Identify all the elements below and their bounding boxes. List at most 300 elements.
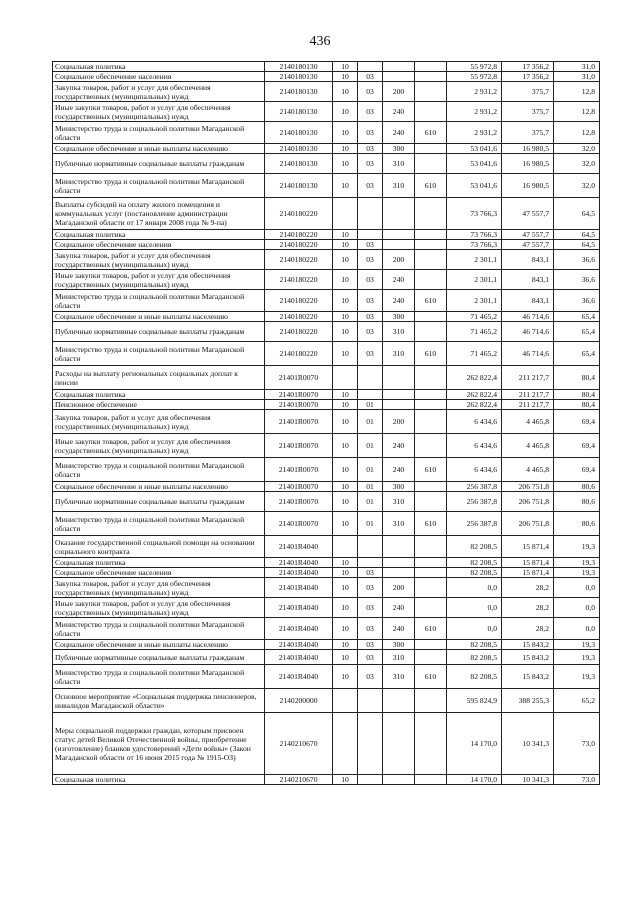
cell-expense-type: [383, 400, 415, 410]
cell-section: 10: [333, 598, 358, 618]
cell-actual-amount: 15 843,2: [502, 640, 554, 650]
table-row: [53, 72, 600, 82]
cell-target-code: 21401R0070: [265, 390, 333, 400]
cell-planned-amount: 14 170,0: [447, 713, 502, 775]
cell-actual-amount: 4 465,8: [502, 458, 554, 482]
cell-section: 10: [333, 62, 358, 72]
cell-target-code: 21401R4040: [265, 665, 333, 689]
cell-administrator: [415, 578, 447, 598]
cell-planned-amount: 262 822,4: [447, 400, 502, 410]
table-row: [53, 102, 600, 122]
table-row: [53, 230, 600, 240]
cell-administrator: [415, 270, 447, 290]
cell-section: 10: [333, 312, 358, 322]
cell-subsection: 03: [358, 312, 383, 322]
cell-execution-percent: 36,6: [554, 250, 600, 270]
cell-administrator: 610: [415, 174, 447, 198]
cell-section: 10: [333, 482, 358, 492]
cell-subsection: 03: [358, 322, 383, 342]
cell-target-code: 2140180130: [265, 154, 333, 174]
cell-section: 10: [333, 512, 358, 536]
cell-name: Социальная политика: [53, 558, 265, 568]
cell-actual-amount: 10 341,3: [502, 775, 554, 785]
cell-name: Основное мероприятие «Социальная поддержка пенсионеров, инвалидов Магаданской области»: [53, 689, 265, 713]
table-row: [53, 270, 600, 290]
cell-execution-percent: 65,4: [554, 322, 600, 342]
cell-execution-percent: 32,0: [554, 144, 600, 154]
cell-target-code: 2140180220: [265, 240, 333, 250]
cell-actual-amount: 10 341,3: [502, 713, 554, 775]
cell-planned-amount: 71 465,2: [447, 312, 502, 322]
cell-planned-amount: 6 434,6: [447, 410, 502, 434]
cell-execution-percent: 0,0: [554, 618, 600, 640]
cell-subsection: 03: [358, 665, 383, 689]
table-row: [53, 434, 600, 458]
cell-target-code: 21401R0070: [265, 492, 333, 512]
cell-subsection: 03: [358, 154, 383, 174]
cell-name: Социальное обеспечение населения: [53, 568, 265, 578]
cell-target-code: 21401R4040: [265, 640, 333, 650]
table-row: [53, 458, 600, 482]
cell-execution-percent: 19,3: [554, 650, 600, 665]
cell-planned-amount: 2 931,2: [447, 102, 502, 122]
cell-expense-type: 240: [383, 102, 415, 122]
cell-subsection: 01: [358, 458, 383, 482]
cell-target-code: 2140180220: [265, 290, 333, 312]
cell-expense-type: 240: [383, 618, 415, 640]
cell-target-code: 2140180220: [265, 250, 333, 270]
cell-planned-amount: 6 434,6: [447, 458, 502, 482]
cell-planned-amount: 53 041,6: [447, 154, 502, 174]
cell-actual-amount: 843,1: [502, 290, 554, 312]
cell-target-code: 2140180220: [265, 342, 333, 366]
cell-expense-type: 200: [383, 82, 415, 102]
cell-expense-type: [383, 198, 415, 230]
cell-section: 10: [333, 144, 358, 154]
cell-administrator: [415, 366, 447, 390]
cell-expense-type: 240: [383, 434, 415, 458]
table-row: [53, 598, 600, 618]
budget-table: [52, 61, 600, 785]
cell-actual-amount: 15 871,4: [502, 536, 554, 558]
cell-subsection: 03: [358, 578, 383, 598]
cell-section: 10: [333, 122, 358, 144]
cell-name: Социальное обеспечение и иные выплаты населению: [53, 482, 265, 492]
cell-target-code: 2140180130: [265, 62, 333, 72]
cell-target-code: 2140180130: [265, 72, 333, 82]
cell-administrator: [415, 775, 447, 785]
cell-name: Социальная политика: [53, 62, 265, 72]
cell-section: 10: [333, 82, 358, 102]
cell-planned-amount: 82 208,5: [447, 568, 502, 578]
table-row: [53, 713, 600, 775]
cell-subsection: 03: [358, 618, 383, 640]
cell-name: Закупка товаров, работ и услуг для обеспечения государственных (муниципальных) нужд: [53, 82, 265, 102]
cell-execution-percent: 65,4: [554, 312, 600, 322]
cell-target-code: 2140180130: [265, 144, 333, 154]
cell-planned-amount: 73 766,3: [447, 198, 502, 230]
cell-expense-type: 200: [383, 410, 415, 434]
cell-name: Социальное обеспечение населения: [53, 72, 265, 82]
cell-expense-type: [383, 536, 415, 558]
cell-section: 10: [333, 558, 358, 568]
cell-target-code: 21401R4040: [265, 568, 333, 578]
table-row: [53, 342, 600, 366]
table-row: [53, 775, 600, 785]
cell-planned-amount: 53 041,6: [447, 174, 502, 198]
cell-name: Социальное обеспечение населения: [53, 240, 265, 250]
cell-name: Оказание государственной социальной помощи на основании социального контракта: [53, 536, 265, 558]
cell-administrator: [415, 434, 447, 458]
cell-administrator: 610: [415, 665, 447, 689]
cell-target-code: 21401R4040: [265, 618, 333, 640]
cell-section: 10: [333, 775, 358, 785]
table-row: [53, 240, 600, 250]
cell-subsection: [358, 775, 383, 785]
table-body: [53, 62, 600, 785]
cell-expense-type: 310: [383, 154, 415, 174]
cell-execution-percent: 19,3: [554, 536, 600, 558]
cell-administrator: [415, 250, 447, 270]
cell-expense-type: 310: [383, 322, 415, 342]
cell-expense-type: [383, 62, 415, 72]
cell-administrator: [415, 240, 447, 250]
cell-expense-type: 310: [383, 492, 415, 512]
cell-subsection: [358, 689, 383, 713]
cell-target-code: 2140180220: [265, 312, 333, 322]
cell-name: Закупка товаров, работ и услуг для обеспечения государственных (муниципальных) нужд: [53, 250, 265, 270]
table-row: [53, 536, 600, 558]
cell-actual-amount: 47 557,7: [502, 198, 554, 230]
cell-section: 10: [333, 492, 358, 512]
cell-administrator: [415, 492, 447, 512]
cell-planned-amount: 2 931,2: [447, 122, 502, 144]
cell-planned-amount: 71 465,2: [447, 342, 502, 366]
cell-name: Министерство труда и социальной политики Магаданской области: [53, 290, 265, 312]
cell-administrator: [415, 410, 447, 434]
cell-name: Министерство труда и социальной политики Магаданской области: [53, 458, 265, 482]
cell-name: Иные закупки товаров, работ и услуг для обеспечения государственных (муниципальных) нужд: [53, 598, 265, 618]
cell-execution-percent: 73,0: [554, 775, 600, 785]
cell-subsection: 01: [358, 410, 383, 434]
cell-section: [333, 366, 358, 390]
cell-administrator: 610: [415, 512, 447, 536]
cell-planned-amount: 0,0: [447, 598, 502, 618]
cell-section: 10: [333, 270, 358, 290]
cell-execution-percent: 31,0: [554, 62, 600, 72]
cell-actual-amount: 15 843,2: [502, 665, 554, 689]
table-row: [53, 410, 600, 434]
cell-subsection: [358, 230, 383, 240]
cell-name: Иные закупки товаров, работ и услуг для обеспечения государственных (муниципальных) нужд: [53, 102, 265, 122]
cell-subsection: 01: [358, 512, 383, 536]
cell-administrator: [415, 144, 447, 154]
cell-planned-amount: 2 301,1: [447, 270, 502, 290]
cell-section: 10: [333, 290, 358, 312]
table-row: [53, 312, 600, 322]
cell-administrator: [415, 558, 447, 568]
cell-subsection: 03: [358, 342, 383, 366]
table-row: [53, 250, 600, 270]
cell-target-code: 21401R0070: [265, 482, 333, 492]
cell-section: 10: [333, 400, 358, 410]
cell-actual-amount: 211 217,7: [502, 366, 554, 390]
cell-subsection: 03: [358, 102, 383, 122]
cell-section: 10: [333, 640, 358, 650]
cell-execution-percent: 69,4: [554, 458, 600, 482]
cell-actual-amount: 15 843,2: [502, 650, 554, 665]
cell-execution-percent: 65,2: [554, 689, 600, 713]
cell-planned-amount: 82 208,5: [447, 640, 502, 650]
cell-administrator: [415, 400, 447, 410]
cell-expense-type: [383, 72, 415, 82]
cell-expense-type: [383, 230, 415, 240]
cell-section: 10: [333, 72, 358, 82]
cell-execution-percent: 32,0: [554, 174, 600, 198]
cell-subsection: 03: [358, 640, 383, 650]
cell-target-code: 2140210670: [265, 775, 333, 785]
cell-section: [333, 198, 358, 230]
cell-actual-amount: 17 356,2: [502, 62, 554, 72]
cell-expense-type: 310: [383, 174, 415, 198]
cell-actual-amount: 47 557,7: [502, 240, 554, 250]
cell-target-code: 21401R0070: [265, 434, 333, 458]
cell-name: Министерство труда и социальной политики Магаданской области: [53, 665, 265, 689]
table-row: [53, 198, 600, 230]
cell-expense-type: [383, 689, 415, 713]
cell-name: Публичные нормативные социальные выплаты гражданам: [53, 154, 265, 174]
cell-name: Министерство труда и социальной политики Магаданской области: [53, 512, 265, 536]
cell-execution-percent: 12,8: [554, 122, 600, 144]
cell-actual-amount: 47 557,7: [502, 230, 554, 240]
table-row: [53, 568, 600, 578]
cell-execution-percent: 64,5: [554, 240, 600, 250]
cell-name: Социальная политика: [53, 775, 265, 785]
cell-planned-amount: 55 972,8: [447, 72, 502, 82]
cell-subsection: 03: [358, 82, 383, 102]
cell-subsection: [358, 366, 383, 390]
table-row: [53, 322, 600, 342]
cell-name: Министерство труда и социальной политики Магаданской области: [53, 342, 265, 366]
cell-execution-percent: 80,4: [554, 400, 600, 410]
cell-expense-type: [383, 240, 415, 250]
cell-section: 10: [333, 322, 358, 342]
cell-subsection: [358, 198, 383, 230]
table-row: [53, 512, 600, 536]
cell-actual-amount: 211 217,7: [502, 390, 554, 400]
cell-section: [333, 536, 358, 558]
cell-execution-percent: 19,3: [554, 640, 600, 650]
cell-expense-type: 240: [383, 458, 415, 482]
cell-actual-amount: 375,7: [502, 102, 554, 122]
cell-target-code: 21401R0070: [265, 512, 333, 536]
cell-section: 10: [333, 250, 358, 270]
cell-section: 10: [333, 240, 358, 250]
cell-administrator: 610: [415, 618, 447, 640]
cell-execution-percent: 36,6: [554, 270, 600, 290]
cell-planned-amount: 2 931,2: [447, 82, 502, 102]
cell-execution-percent: 65,4: [554, 342, 600, 366]
cell-expense-type: [383, 713, 415, 775]
table-row: [53, 62, 600, 72]
cell-name: Выплаты субсидий на оплату жилого помещения и коммунальных услуг (постановление администрации Магаданской области от 17 января 2008 года № 9-па): [53, 198, 265, 230]
cell-section: 10: [333, 568, 358, 578]
cell-execution-percent: 36,6: [554, 290, 600, 312]
cell-expense-type: 240: [383, 290, 415, 312]
cell-subsection: [358, 558, 383, 568]
cell-expense-type: 240: [383, 122, 415, 144]
cell-execution-percent: 73,0: [554, 713, 600, 775]
cell-administrator: 610: [415, 342, 447, 366]
cell-administrator: 610: [415, 458, 447, 482]
cell-actual-amount: 375,7: [502, 122, 554, 144]
cell-actual-amount: 206 751,8: [502, 482, 554, 492]
cell-target-code: 2140180130: [265, 122, 333, 144]
cell-subsection: 03: [358, 174, 383, 198]
cell-subsection: 01: [358, 434, 383, 458]
cell-subsection: 03: [358, 598, 383, 618]
cell-execution-percent: 80,6: [554, 492, 600, 512]
cell-expense-type: 300: [383, 482, 415, 492]
cell-section: 10: [333, 410, 358, 434]
cell-execution-percent: 80,4: [554, 390, 600, 400]
cell-planned-amount: 262 822,4: [447, 366, 502, 390]
cell-actual-amount: 206 751,8: [502, 492, 554, 512]
cell-planned-amount: 82 208,5: [447, 650, 502, 665]
cell-actual-amount: 843,1: [502, 270, 554, 290]
table-row: [53, 366, 600, 390]
cell-section: [333, 689, 358, 713]
cell-name: Публичные нормативные социальные выплаты гражданам: [53, 492, 265, 512]
cell-execution-percent: 64,5: [554, 198, 600, 230]
cell-administrator: [415, 650, 447, 665]
cell-administrator: [415, 154, 447, 174]
cell-name: Расходы на выплату региональных социальных доплат к пенсии: [53, 366, 265, 390]
cell-section: 10: [333, 618, 358, 640]
cell-execution-percent: 32,0: [554, 154, 600, 174]
cell-name: Иные закупки товаров, работ и услуг для обеспечения государственных (муниципальных) нужд: [53, 270, 265, 290]
cell-target-code: 21401R4040: [265, 536, 333, 558]
cell-administrator: [415, 322, 447, 342]
cell-section: 10: [333, 665, 358, 689]
cell-planned-amount: 0,0: [447, 578, 502, 598]
cell-execution-percent: 12,8: [554, 82, 600, 102]
cell-expense-type: 310: [383, 342, 415, 366]
cell-planned-amount: 595 824,9: [447, 689, 502, 713]
cell-target-code: 21401R0070: [265, 400, 333, 410]
cell-target-code: 2140180130: [265, 82, 333, 102]
cell-execution-percent: 19,3: [554, 568, 600, 578]
table-row: [53, 640, 600, 650]
cell-planned-amount: 6 434,6: [447, 434, 502, 458]
cell-administrator: [415, 482, 447, 492]
table-row: [53, 122, 600, 144]
cell-name: Публичные нормативные социальные выплаты гражданам: [53, 322, 265, 342]
cell-name: Социальное обеспечение и иные выплаты населению: [53, 144, 265, 154]
cell-subsection: 01: [358, 482, 383, 492]
cell-target-code: 2140210670: [265, 713, 333, 775]
cell-administrator: [415, 640, 447, 650]
cell-target-code: 2140180130: [265, 174, 333, 198]
cell-planned-amount: 73 766,3: [447, 240, 502, 250]
cell-execution-percent: 0,0: [554, 578, 600, 598]
cell-target-code: 21401R0070: [265, 366, 333, 390]
cell-planned-amount: 256 387,8: [447, 512, 502, 536]
table-row: [53, 482, 600, 492]
cell-target-code: 21401R4040: [265, 558, 333, 568]
cell-actual-amount: 28,2: [502, 598, 554, 618]
cell-actual-amount: 16 980,5: [502, 154, 554, 174]
cell-section: [333, 713, 358, 775]
table-row: [53, 290, 600, 312]
cell-administrator: [415, 198, 447, 230]
cell-planned-amount: 82 208,5: [447, 558, 502, 568]
table-row: [53, 618, 600, 640]
table-row: [53, 144, 600, 154]
cell-subsection: 03: [358, 122, 383, 144]
cell-planned-amount: 256 387,8: [447, 482, 502, 492]
cell-administrator: [415, 713, 447, 775]
cell-name: Социальное обеспечение и иные выплаты населению: [53, 312, 265, 322]
cell-name: Министерство труда и социальной политики Магаданской области: [53, 122, 265, 144]
cell-administrator: [415, 598, 447, 618]
cell-planned-amount: 256 387,8: [447, 492, 502, 512]
cell-subsection: 03: [358, 650, 383, 665]
cell-name: Пенсионное обеспечение: [53, 400, 265, 410]
cell-subsection: 03: [358, 250, 383, 270]
cell-expense-type: 310: [383, 512, 415, 536]
cell-target-code: 21401R4040: [265, 598, 333, 618]
cell-planned-amount: 53 041,6: [447, 144, 502, 154]
cell-actual-amount: 28,2: [502, 578, 554, 598]
cell-subsection: 01: [358, 400, 383, 410]
cell-planned-amount: 14 170,0: [447, 775, 502, 785]
cell-target-code: 21401R4040: [265, 578, 333, 598]
cell-name: Социальная политика: [53, 390, 265, 400]
cell-target-code: 2140180130: [265, 102, 333, 122]
cell-actual-amount: 388 255,3: [502, 689, 554, 713]
table-row: [53, 492, 600, 512]
cell-expense-type: 300: [383, 144, 415, 154]
cell-subsection: [358, 713, 383, 775]
cell-name: Публичные нормативные социальные выплаты гражданам: [53, 650, 265, 665]
cell-expense-type: 300: [383, 312, 415, 322]
cell-planned-amount: 262 822,4: [447, 390, 502, 400]
cell-planned-amount: 82 208,5: [447, 665, 502, 689]
cell-planned-amount: 73 766,3: [447, 230, 502, 240]
cell-name: Иные закупки товаров, работ и услуг для обеспечения государственных (муниципальных) нужд: [53, 434, 265, 458]
cell-execution-percent: 80,6: [554, 512, 600, 536]
cell-target-code: 2140180220: [265, 322, 333, 342]
cell-expense-type: 310: [383, 665, 415, 689]
cell-subsection: 03: [358, 144, 383, 154]
cell-target-code: 21401R0070: [265, 410, 333, 434]
table-row: [53, 390, 600, 400]
cell-planned-amount: 55 972,8: [447, 62, 502, 72]
table-row: [53, 174, 600, 198]
cell-actual-amount: 16 980,5: [502, 174, 554, 198]
cell-expense-type: 200: [383, 578, 415, 598]
cell-actual-amount: 211 217,7: [502, 400, 554, 410]
cell-expense-type: [383, 775, 415, 785]
table-row: [53, 578, 600, 598]
cell-actual-amount: 4 465,8: [502, 410, 554, 434]
cell-actual-amount: 46 714,6: [502, 322, 554, 342]
cell-planned-amount: 0,0: [447, 618, 502, 640]
cell-planned-amount: 2 301,1: [447, 290, 502, 312]
cell-subsection: 03: [358, 290, 383, 312]
table-row: [53, 558, 600, 568]
